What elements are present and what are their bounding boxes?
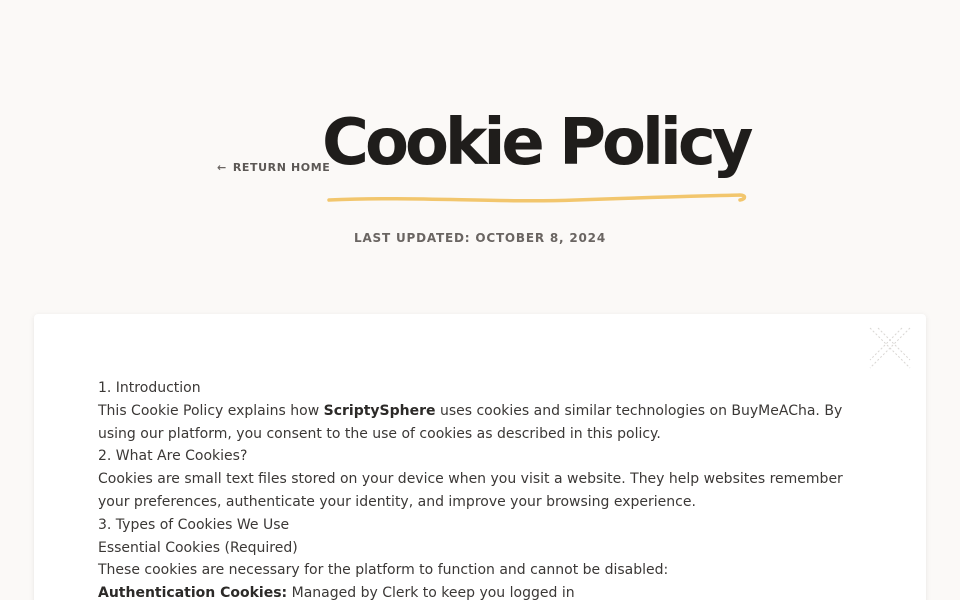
title-underline-decoration xyxy=(326,188,750,208)
section-heading-types-of-cookies: 3. Types of Cookies We Use xyxy=(98,516,290,533)
section-heading-what-are-cookies: 2. What Are Cookies? xyxy=(98,448,248,465)
arrow-left-icon: ← xyxy=(217,161,227,174)
policy-card xyxy=(34,314,926,600)
intro-text-after: uses cookies and similar technologies on BuyMeACha. By using our platform, you consent to the use of cookies as described in this policy. xyxy=(98,402,843,442)
essential-cookies-paragraph: These cookies are necessary for the platform to function and cannot be disabled: xyxy=(98,562,669,579)
brand-name: ScriptySphere xyxy=(323,402,436,419)
introduction-paragraph xyxy=(98,400,858,446)
policy-content xyxy=(98,377,858,600)
list-item xyxy=(98,582,858,600)
list-item-label: Authentication Cookies: xyxy=(98,585,288,600)
intro-text-before: This Cookie Policy explains how xyxy=(98,402,324,419)
crosshatch-corner-icon xyxy=(868,326,912,370)
what-are-cookies-paragraph: Cookies are small text files stored on your device when you visit a website. They help websites remember your preferences, authenticate your identity, and improve your browsing experience. xyxy=(98,471,843,510)
return-home-label: RETURN HOME xyxy=(232,161,331,174)
subheading-essential-cookies: Essential Cookies (Required) xyxy=(98,539,298,556)
return-home-link[interactable] xyxy=(217,161,330,174)
section-heading-introduction: 1. Introduction xyxy=(98,380,201,396)
page-title: Cookie Policy xyxy=(322,106,750,180)
list-item-text: Managed by Clerk to keep you logged in xyxy=(287,585,575,600)
last-updated-date: LAST UPDATED: OCTOBER 8, 2024 xyxy=(354,231,606,245)
